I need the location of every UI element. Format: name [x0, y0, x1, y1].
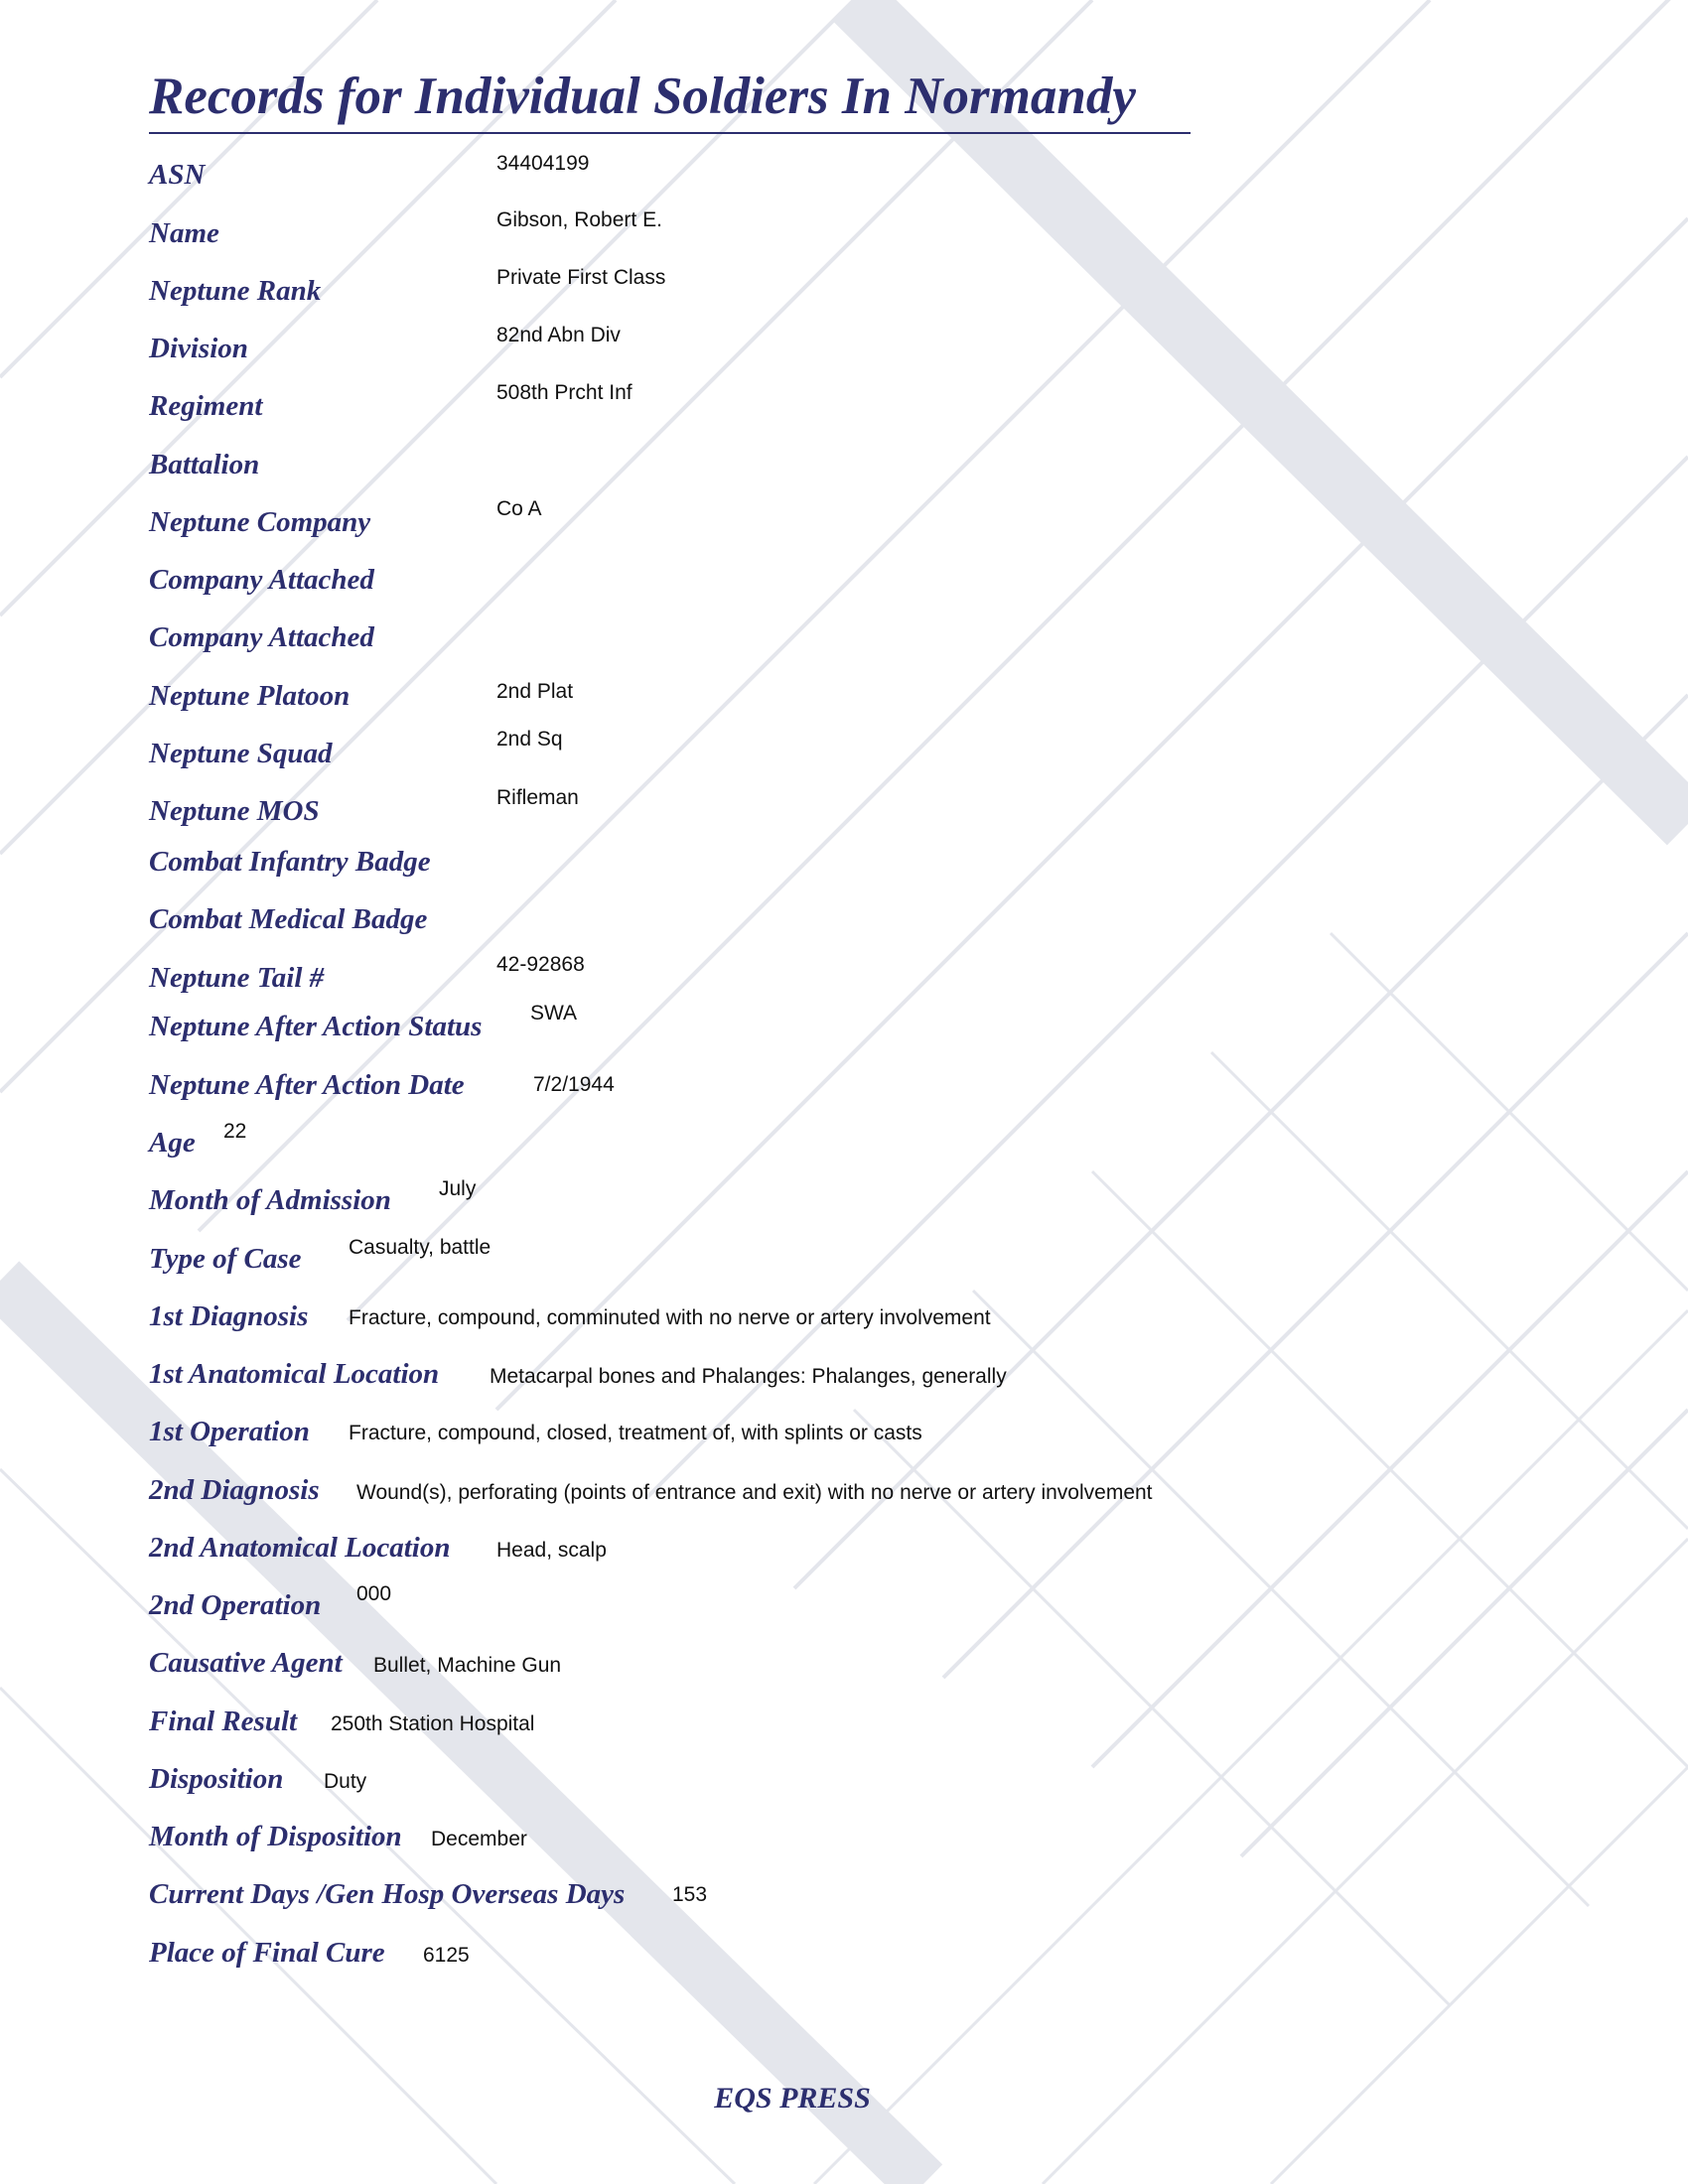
field-label-neptune-after-action-status: Neptune After Action Status: [149, 1011, 483, 1042]
publisher-footer: EQS PRESS: [714, 2082, 871, 2115]
field-label-name: Name: [149, 217, 219, 249]
field-label-combat-infantry-badge: Combat Infantry Badge: [149, 846, 431, 878]
field-value-2nd-operation: 000: [356, 1582, 392, 1605]
field-label-neptune-platoon: Neptune Platoon: [149, 680, 351, 712]
field-label-battalion: Battalion: [149, 449, 260, 480]
field-value-asn: 34404199: [496, 152, 590, 175]
field-value-month-of-disposition: December: [431, 1828, 527, 1850]
field-label-company-attached: Company Attached: [149, 564, 374, 596]
field-value-neptune-platoon: 2nd Plat: [496, 680, 574, 703]
field-label-age: Age: [149, 1127, 196, 1159]
field-value-neptune-mos: Rifleman: [496, 786, 579, 809]
field-label-month-of-admission: Month of Admission: [149, 1184, 391, 1216]
field-label-neptune-tail: Neptune Tail #: [149, 962, 325, 994]
field-value-place-of-final-cure: 6125: [423, 1944, 470, 1967]
field-label-type-of-case: Type of Case: [149, 1243, 302, 1275]
field-value-division: 82nd Abn Div: [496, 324, 621, 346]
field-label-combat-medical-badge: Combat Medical Badge: [149, 903, 428, 935]
field-label-asn: ASN: [149, 159, 206, 191]
field-label-2nd-operation: 2nd Operation: [149, 1589, 322, 1621]
field-label-1st-diagnosis: 1st Diagnosis: [149, 1300, 309, 1332]
field-label-1st-operation: 1st Operation: [149, 1416, 310, 1447]
field-label-regiment: Regiment: [149, 390, 263, 422]
field-value-neptune-company: Co A: [496, 497, 542, 520]
field-label-disposition: Disposition: [149, 1763, 284, 1795]
field-label-current-days-gen-hosp-overseas-days: Current Days /Gen Hosp Overseas Days: [149, 1878, 626, 1910]
field-value-neptune-after-action-date: 7/2/1944: [533, 1073, 615, 1096]
field-label-causative-agent: Causative Agent: [149, 1647, 343, 1679]
field-value-disposition: Duty: [324, 1770, 367, 1793]
field-label-neptune-company: Neptune Company: [149, 506, 371, 538]
field-value-age: 22: [223, 1120, 247, 1143]
field-value-type-of-case: Casualty, battle: [349, 1236, 492, 1259]
field-label-place-of-final-cure: Place of Final Cure: [149, 1937, 385, 1969]
field-label-2nd-diagnosis: 2nd Diagnosis: [149, 1474, 320, 1506]
field-value-1st-diagnosis: Fracture, compound, comminuted with no nerve or artery involvement: [349, 1306, 991, 1329]
field-label-neptune-squad: Neptune Squad: [149, 738, 333, 769]
field-value-neptune-tail: 42-92868: [496, 953, 585, 976]
field-value-final-result: 250th Station Hospital: [331, 1712, 535, 1735]
field-value-month-of-admission: July: [439, 1177, 477, 1200]
field-label-neptune-mos: Neptune MOS: [149, 795, 320, 827]
field-label-neptune-rank: Neptune Rank: [149, 275, 322, 307]
field-label-neptune-after-action-date: Neptune After Action Date: [149, 1069, 465, 1101]
field-value-2nd-anatomical-location: Head, scalp: [496, 1539, 607, 1562]
page-title: Records for Individual Soldiers In Normandy: [149, 68, 1136, 125]
field-value-1st-operation: Fracture, compound, closed, treatment of, with splints or casts: [349, 1422, 922, 1444]
field-label-company-attached: Company Attached: [149, 621, 374, 653]
field-value-2nd-diagnosis: Wound(s), perforating (points of entrance and exit) with no nerve or artery involvement: [356, 1481, 1153, 1504]
field-label-month-of-disposition: Month of Disposition: [149, 1821, 402, 1852]
field-value-causative-agent: Bullet, Machine Gun: [373, 1654, 562, 1677]
field-label-1st-anatomical-location: 1st Anatomical Location: [149, 1358, 440, 1390]
field-label-final-result: Final Result: [149, 1706, 298, 1737]
field-value-current-days-gen-hosp-overseas-days: 153: [672, 1883, 708, 1906]
field-label-division: Division: [149, 333, 248, 364]
field-label-2nd-anatomical-location: 2nd Anatomical Location: [149, 1532, 451, 1564]
field-value-1st-anatomical-location: Metacarpal bones and Phalanges: Phalanges, generally: [490, 1365, 1007, 1388]
field-value-neptune-squad: 2nd Sq: [496, 728, 563, 751]
field-value-neptune-rank: Private First Class: [496, 266, 666, 289]
field-value-neptune-after-action-status: SWA: [530, 1002, 578, 1024]
field-value-name: Gibson, Robert E.: [496, 208, 662, 231]
field-value-regiment: 508th Prcht Inf: [496, 381, 633, 404]
